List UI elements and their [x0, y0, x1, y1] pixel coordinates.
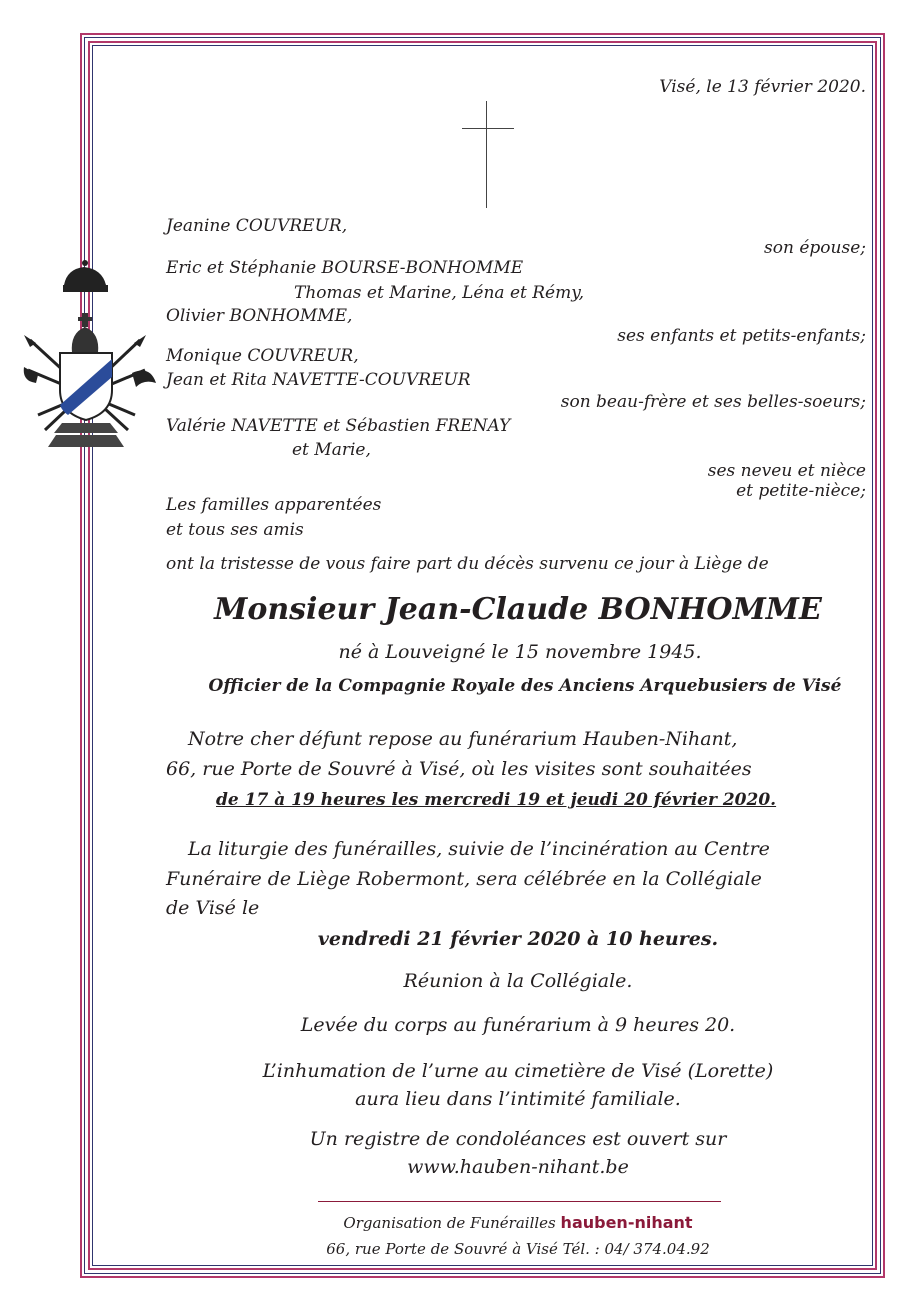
family-line-8: et tous ses amis: [166, 520, 304, 540]
deceased-born: né à Louveigné le 15 novembre 1945.: [338, 641, 702, 663]
meeting-info: Réunion à la Collégiale.: [403, 970, 633, 992]
liturgy-line-3: de Visé le: [166, 897, 260, 919]
family-line-3: Olivier BONHOMME,: [166, 306, 353, 326]
visitation-line-2: 66, rue Porte de Souvré à Visé, où les visites sont souhaitées: [166, 758, 752, 780]
relation-in-laws: son beau-frère et ses belles-soeurs;: [560, 392, 866, 412]
levee-info: Levée du corps au funérarium à 9 heures 20.: [300, 1014, 736, 1036]
announcement: ont la tristesse de vous faire part du décès survenu ce jour à Liège de: [166, 554, 769, 574]
relation-nephew-a: ses neveu et nièce: [707, 461, 866, 481]
family-line-1: Jeanine COUVREUR,: [166, 216, 348, 236]
date-line: Visé, le 13 février 2020.: [659, 77, 866, 97]
footer-divider: [318, 1201, 721, 1202]
deceased-title: Officier de la Compagnie Royale des Anciens Arquebusiers de Visé: [208, 676, 842, 696]
inhumation-line-1: L’inhumation de l’urne au cimetière de Visé (Lorette): [262, 1060, 774, 1082]
family-line-6: Valérie NAVETTE et Sébastien FRENAY: [166, 416, 511, 436]
family-line-4: Monique COUVREUR,: [166, 346, 359, 366]
relation-children: ses enfants et petits-enfants;: [617, 326, 866, 346]
family-line-6b: et Marie,: [292, 440, 371, 460]
registry-line-1: Un registre de condoléances est ouvert sur: [309, 1128, 727, 1150]
visitation-hours: de 17 à 19 heures les mercredi 19 et jeudi 20 février 2020.: [216, 790, 777, 810]
registry-url[interactable]: www.hauben-nihant.be: [407, 1156, 629, 1178]
family-line-2: Eric et Stéphanie BOURSE-BONHOMME: [166, 258, 524, 278]
deceased-name: Monsieur Jean-Claude BONHOMME: [214, 592, 822, 627]
liturgy-line-2: Funéraire de Liège Robermont, sera célébrée en la Collégiale: [166, 868, 762, 890]
liturgy-line-1: La liturgie des funérailles, suivie de l’incinération au Centre: [188, 838, 770, 860]
relation-nephew-b: et petite-nièce;: [736, 481, 866, 501]
family-line-2b: Thomas et Marine, Léna et Rémy,: [294, 283, 584, 303]
family-line-7: Les familles apparentées: [166, 495, 382, 515]
footer-brand: hauben-nihant: [560, 1213, 693, 1232]
footer-org-label: Organisation de Funérailles: [343, 1214, 556, 1232]
footer-address: 66, rue Porte de Souvré à Visé Tél. : 04/ 374.04.92: [326, 1240, 710, 1258]
footer-organisation: [120, 1213, 916, 1232]
family-line-5: Jean et Rita NAVETTE-COUVREUR: [166, 370, 471, 390]
visitation-line-1: Notre cher défunt repose au funérarium Hauben-Nihant,: [188, 728, 738, 750]
inhumation-line-2: aura lieu dans l’intimité familiale.: [355, 1088, 681, 1110]
relation-spouse: son épouse;: [764, 238, 866, 258]
funeral-date: vendredi 21 février 2020 à 10 heures.: [317, 928, 719, 950]
coat-of-arms-icon: [20, 255, 160, 455]
